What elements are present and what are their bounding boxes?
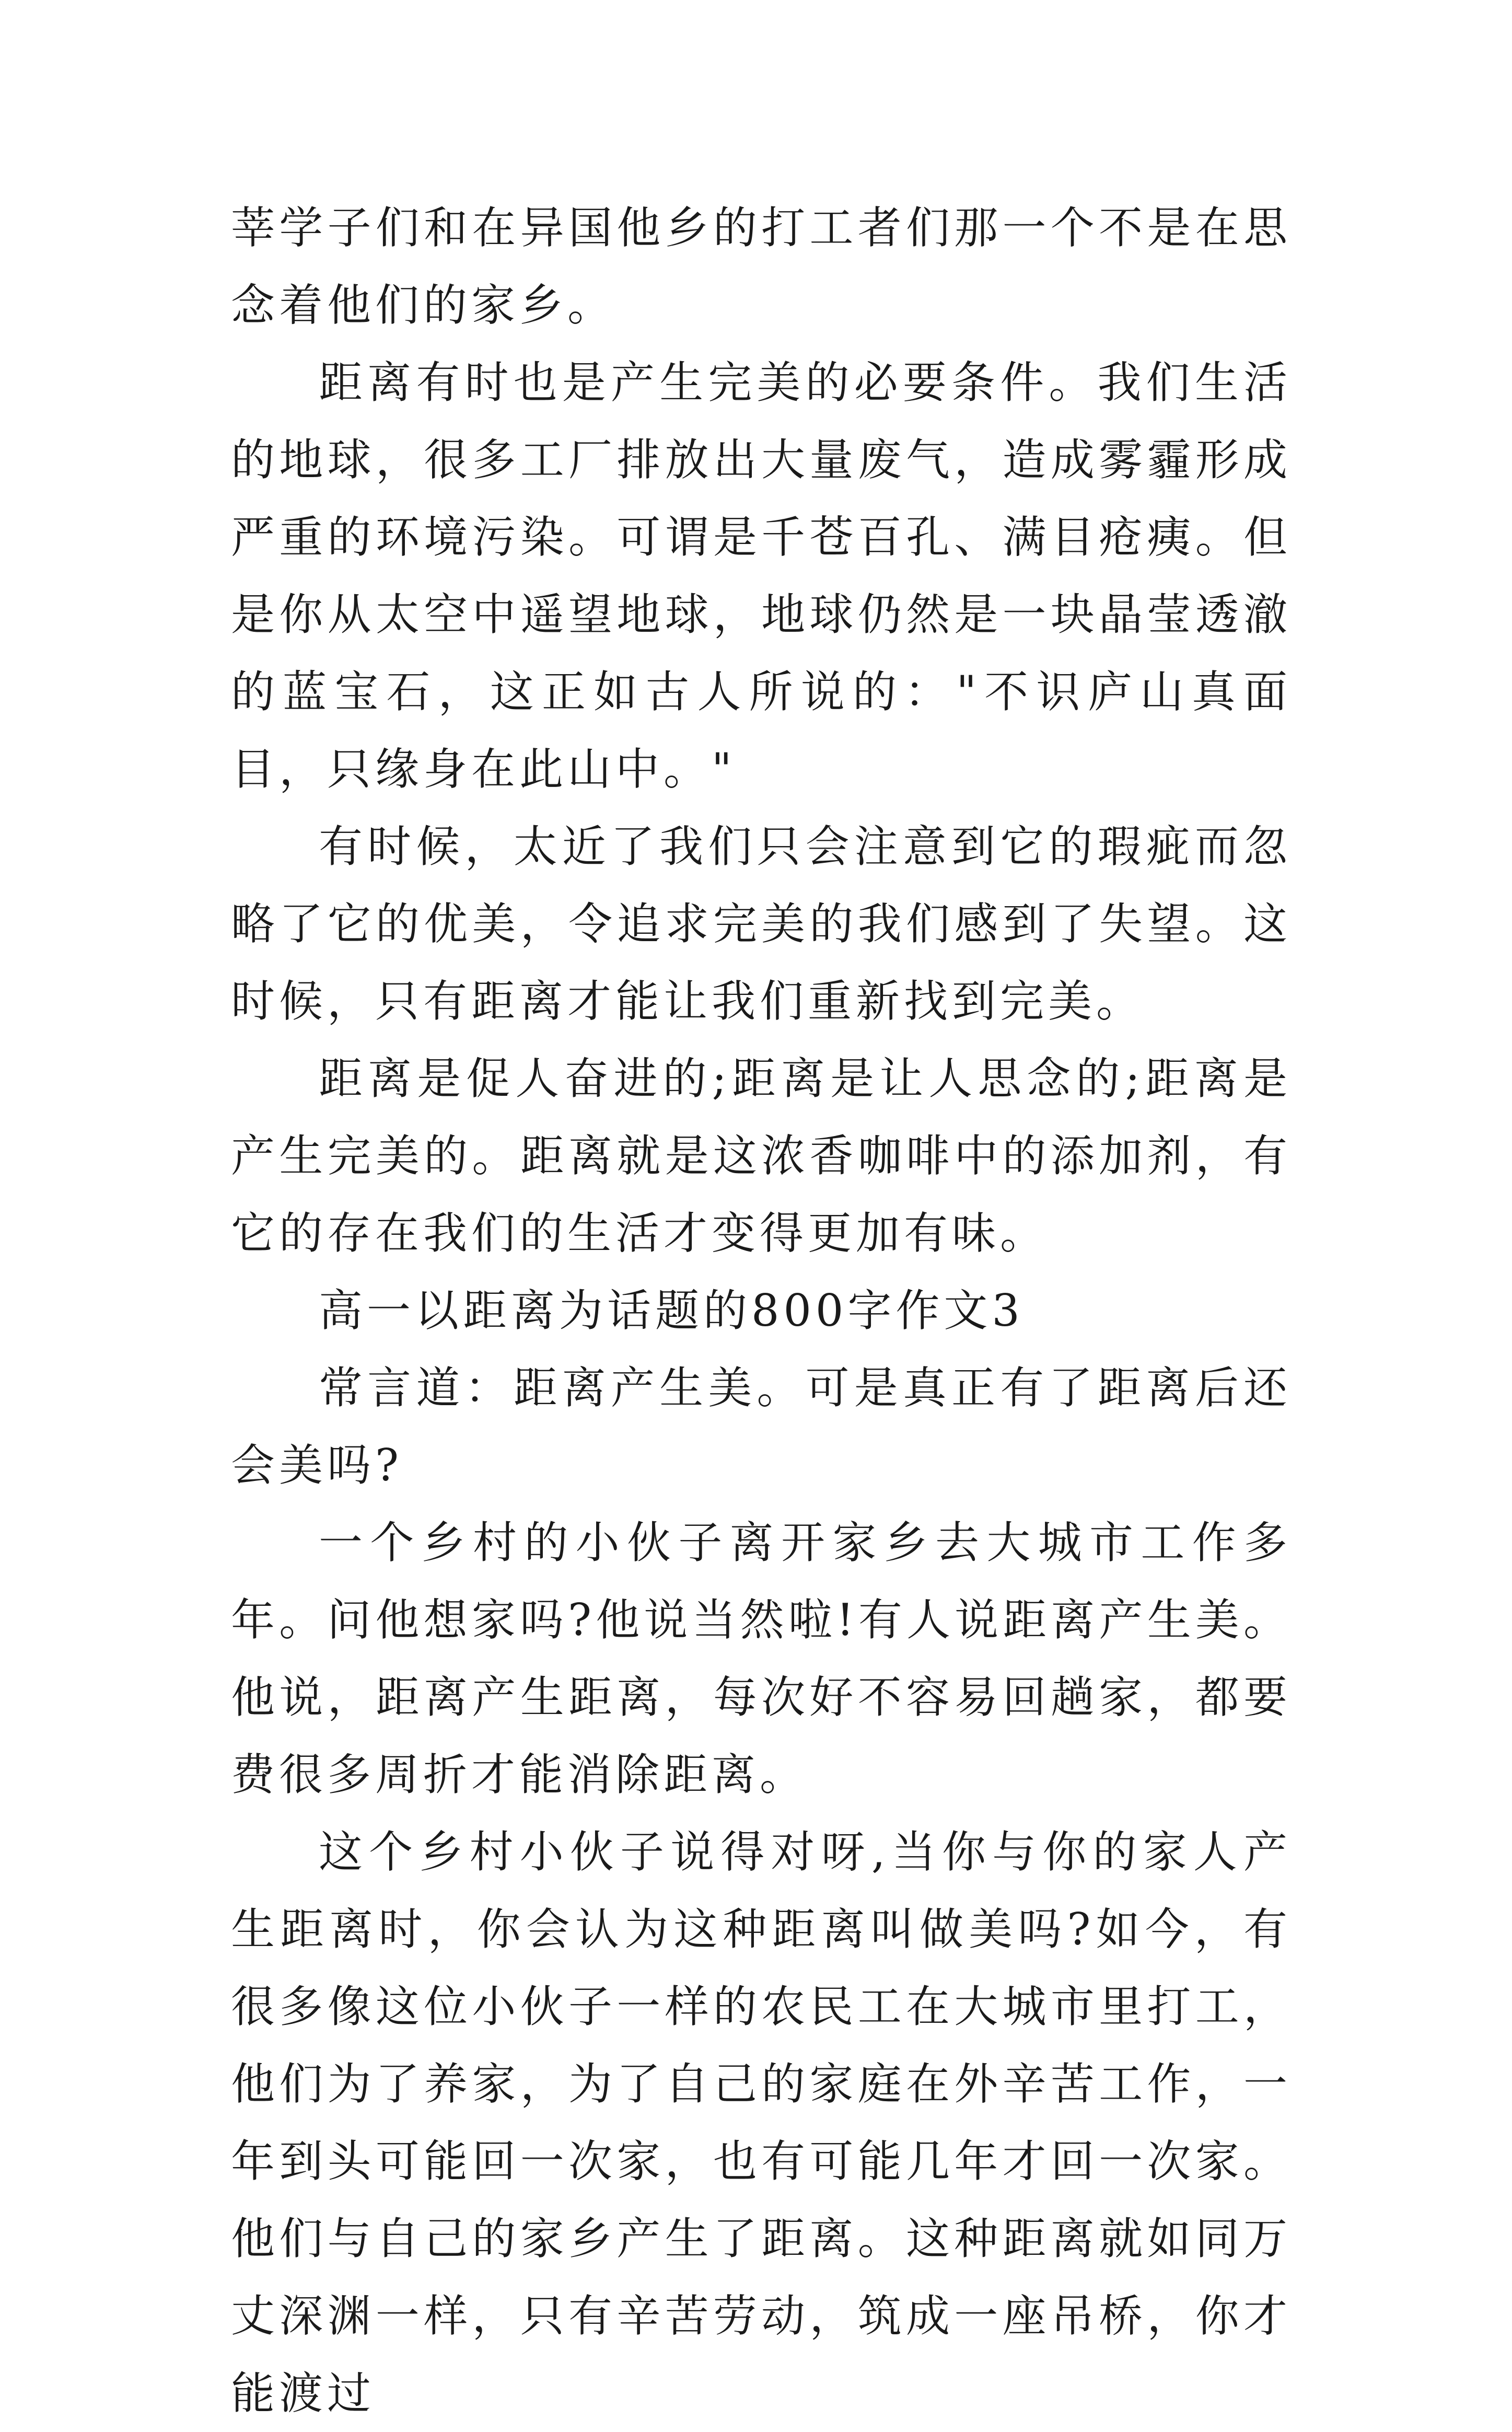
paragraph: 距离是促人奋进的;距离是让人思念的;距离是产生完美的。距离就是这浓香咖啡中的添加剂，有它的存在我们的生活才变得更加有味。	[231, 1053, 1292, 1259]
paragraph-continuation: 莘学子们和在异国他乡的打工者们那一个不是在思念着他们的家乡。	[231, 202, 1292, 331]
paragraph: 距离有时也是产生完美的必要条件。我们生活的地球，很多工厂排放出大量废气，造成雾霾形成严重的环境污染。可谓是千苍百孔、满目疮痍。但是你从太空中遥望地球，地球仍然是一块晶莹透澈的蓝宝石，这正如古人所说的："不识庐山真面目，只缘身在此山中。"	[231, 357, 1292, 795]
paragraph: 常言道：距离产生美。可是真正有了距离后还会美吗?	[231, 1362, 1292, 1491]
section-heading: 高一以距离为话题的800字作文3	[319, 1285, 1024, 1336]
paragraph: 有时候，太近了我们只会注意到它的瑕疵而忽略了它的优美，令追求完美的我们感到了失望。这时候，只有距离才能让我们重新找到完美。	[231, 821, 1292, 1027]
paragraph: 这个乡村小伙子说得对呀,当你与你的家人产生距离时，你会认为这种距离叫做美吗?如今，有很多像这位小伙子一样的农民工在大城市里打工，他们为了养家，为了自己的家庭在外辛苦工作，一年到头可能回一次家，也有可能几年才回一次家。他们与自己的家乡产生了距离。这种距离就如同万丈深渊一样，只有辛苦劳动，筑成一座吊桥，你才能渡过	[231, 1826, 1292, 2419]
paragraph: 一个乡村的小伙子离开家乡去大城市工作多年。问他想家吗?他说当然啦!有人说距离产生美。他说，距离产生距离，每次好不容易回趟家，都要费很多周折才能消除距离。	[231, 1517, 1292, 1800]
document-body	[231, 189, 1292, 2432]
